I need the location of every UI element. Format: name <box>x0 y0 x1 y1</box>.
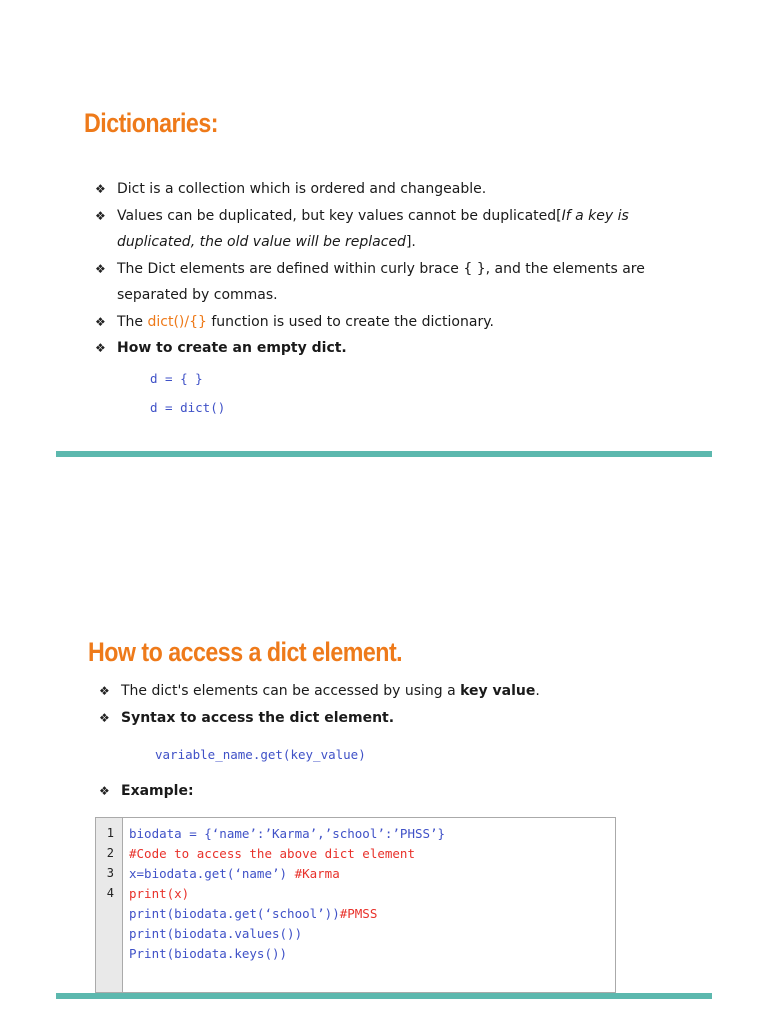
syntax-code: variable_name.get(key_value) <box>155 747 366 762</box>
line-number: 1 <box>106 826 114 840</box>
list-item: ❖ How to create an empty dict. <box>95 335 695 362</box>
list-item: ❖ The Dict elements are defined within curly brace { }, and the elements are separated by commas. <box>95 256 695 309</box>
section-divider <box>56 451 712 457</box>
diamond-bullet-icon: ❖ <box>95 182 106 196</box>
line-number: 4 <box>106 886 114 900</box>
list-item: ❖ Example: <box>99 778 699 805</box>
diamond-bullet-icon: ❖ <box>99 784 110 798</box>
diamond-bullet-icon: ❖ <box>99 710 110 725</box>
diamond-bullet-icon: ❖ <box>95 208 106 223</box>
example-bullet-list <box>99 778 699 805</box>
line-number: 3 <box>106 866 114 880</box>
dict-function-highlight: dict()/{} <box>147 313 207 330</box>
code-line: Print(biodata.keys()) <box>129 946 288 961</box>
list-item: ❖ Dict is a collection which is ordered and changeable. <box>95 176 695 203</box>
empty-dict-code-1: d = { } <box>150 371 203 386</box>
access-bullet-list <box>99 678 699 731</box>
empty-dict-code-2: d = dict() <box>150 400 226 415</box>
code-line: print(biodata.values()) <box>129 926 303 941</box>
code-line: print(biodata.get(‘school’))#PMSS <box>129 906 378 921</box>
list-item: ❖ The dict()/{} function is used to create the dictionary. <box>95 309 695 336</box>
example-code-block <box>95 817 616 993</box>
dictionary-bullet-list <box>95 176 695 362</box>
diamond-bullet-icon: ❖ <box>95 341 106 355</box>
code-line: #Code to access the above dict element <box>129 846 415 861</box>
diamond-bullet-icon: ❖ <box>95 261 106 276</box>
diamond-bullet-icon: ❖ <box>99 684 110 698</box>
code-line: print(x) <box>129 886 190 901</box>
line-number-gutter <box>96 818 123 992</box>
section-title-dictionaries: Dictionaries: <box>84 108 218 138</box>
code-line: biodata = {‘name’:’Karma’,’school’:’PHSS’} <box>129 826 446 841</box>
section-title-access: How to access a dict element. <box>88 637 403 667</box>
section-divider <box>56 993 712 999</box>
list-item: ❖ The dict's elements can be accessed by using a key value. <box>99 678 699 705</box>
diamond-bullet-icon: ❖ <box>95 314 106 329</box>
list-item: ❖ Values can be duplicated, but key values cannot be duplicated[If a key is duplicated, the old value will be replaced]. <box>95 203 695 256</box>
line-number: 2 <box>106 846 114 860</box>
list-item: ❖ Syntax to access the dict element. <box>99 705 699 732</box>
code-line: x=biodata.get(‘name’) #Karma <box>129 866 340 881</box>
